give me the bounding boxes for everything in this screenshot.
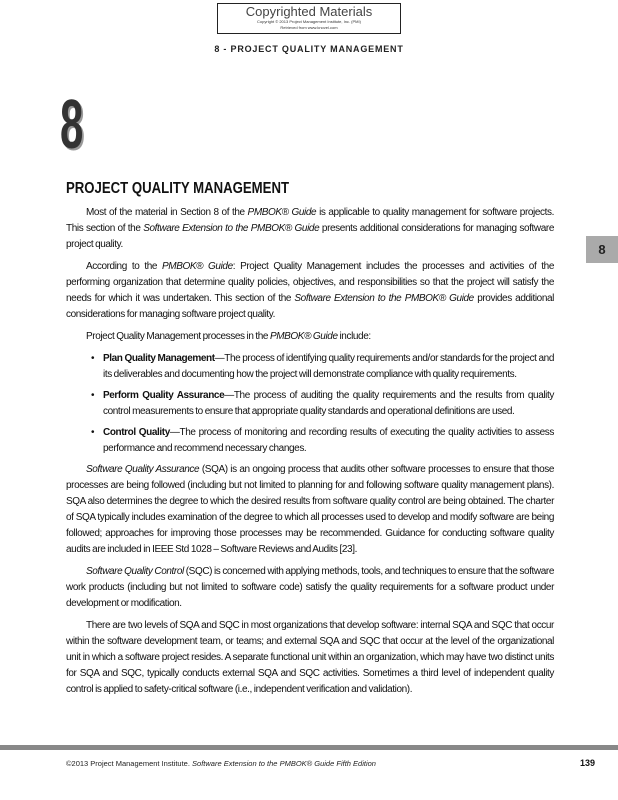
- italic-text: PMBOK® Guide: [162, 261, 233, 272]
- text: Most of the material in Section 8 of the: [86, 207, 248, 218]
- paragraph: [66, 329, 554, 345]
- text: —The process of monitoring and recording results of executing the quality activities to assess performance and recommend necessary changes.: [103, 427, 554, 454]
- italic-text: Software Extension to the PMBOK® Guide: [294, 293, 474, 304]
- chapter-number: 8: [60, 85, 84, 163]
- paragraph: [66, 205, 554, 253]
- italic-text: Software Extension to the PMBOK® Guide: [143, 223, 320, 234]
- italic-text: Software Quality Control: [86, 566, 184, 577]
- bullet-icon: •: [91, 390, 95, 401]
- process-list: [66, 351, 554, 457]
- list-item: [91, 351, 554, 383]
- text: (SQA) is an ongoing process that audits other software processes to ensure that those processes are being followed (including but not limited to planning for and following software quality management plans). SQA also determines the degree to which the desired results from software quality control are being obtained. The charter of SQA typically includes examination of the degree to which all processes used to develop and modify software are being followed; approaches for improving those processes may be recommended. Guidance for conducting software quality audits are included in IEEE Std 1028 – Software Reviews and Audits [23].: [66, 464, 555, 555]
- body-text: [66, 205, 554, 704]
- term: Plan Quality Management: [103, 353, 215, 364]
- text: include:: [337, 331, 371, 342]
- stamp-line: Retrieved from www.knovel.com: [280, 25, 338, 30]
- text: —The process of auditing the quality requirements and the results from quality control measurements to ensure that appropriate quality standards and operational definitions are used.: [103, 390, 554, 417]
- text: provides additional considerations for managing software project quality.: [66, 293, 554, 320]
- bullet-icon: •: [91, 427, 95, 438]
- stamp-title: Copyrighted Materials: [245, 4, 373, 19]
- term: Control Quality: [103, 427, 170, 438]
- italic-text: Software Quality Assurance: [86, 464, 200, 475]
- text: —The process of identifying quality requirements and/or standards for the project and its deliverables and documenting how the project will demonstrate compliance with quality requirements.: [103, 353, 554, 380]
- text: Project Quality Management processes in the: [86, 331, 270, 342]
- stamp-line: Copyright © 2013 Project Management Institute, Inc. (PMI): [257, 19, 361, 24]
- copyright-stamp: [217, 3, 401, 34]
- paragraph: [66, 259, 554, 323]
- list-item: [91, 425, 554, 457]
- page-number: 139: [580, 758, 596, 768]
- text: presents additional considerations for managing software project quality.: [66, 223, 555, 250]
- text: (SQC) is concerned with applying methods, tools, and techniques to ensure that the software work products (including but not limited to software code) satisfy the quality requirements for a software product under development or modification.: [66, 566, 555, 609]
- paragraph: [66, 462, 554, 558]
- italic-text: PMBOK® Guide: [269, 331, 338, 342]
- footer-copyright: [66, 759, 376, 768]
- paragraph: There are two levels of SQA and SQC in most organizations that develop software: internal SQA and SQC that occur within the software development team, or teams; and external SQA and SQC that occur at the level of the organizational unit in which a software project resides. A separate functional unit within an organization, which may have two distinct units for SQA and SQC, typically conducts external SQA and SQC activities. Sometimes a third level of independent quality control is applied to safety-critical software (i.e., independent verification and validation).: [66, 620, 554, 695]
- paragraph: [66, 564, 554, 612]
- italic-text: PMBOK® Guide: [247, 207, 317, 218]
- text: : Project Quality Management includes the processes and activities of the performing organization that determine quality policies, objectives, and responsibilities so that the project will satisfy the needs for which it was undertaken. This section of the: [66, 261, 554, 304]
- chapter-heading: PROJECT QUALITY MANAGEMENT: [66, 180, 290, 197]
- running-header: 8 - PROJECT QUALITY MANAGEMENT: [214, 44, 404, 54]
- list-item: [91, 388, 554, 420]
- text: is applicable to quality management for software projects. This section of the: [66, 207, 554, 234]
- chapter-side-tab: 8: [586, 236, 618, 263]
- text: According to the: [86, 261, 162, 272]
- term: Perform Quality Assurance: [103, 390, 225, 401]
- italic-text: Software Extension to the PMBOK® Guide Fifth Edition: [192, 759, 376, 768]
- footer-divider: [0, 745, 618, 750]
- bullet-icon: •: [91, 353, 95, 364]
- text: ©2013 Project Management Institute.: [66, 759, 193, 768]
